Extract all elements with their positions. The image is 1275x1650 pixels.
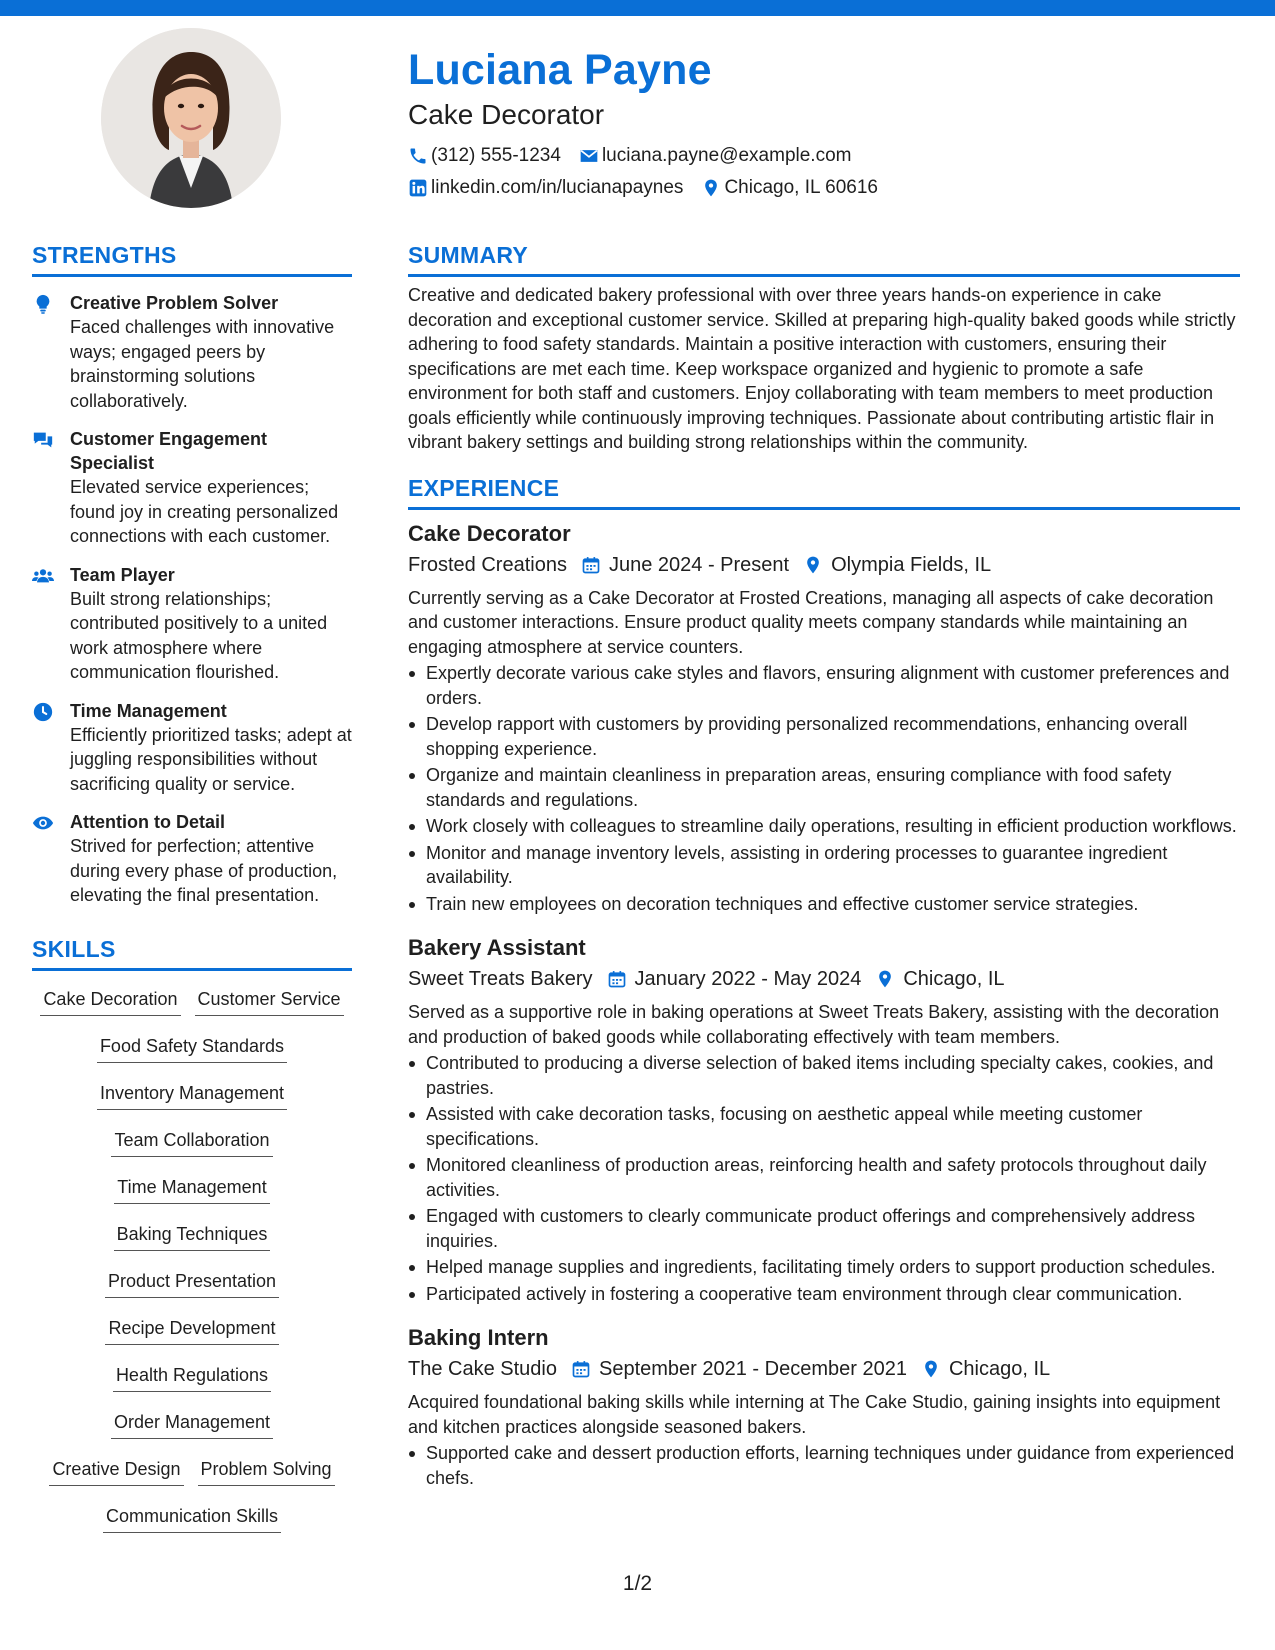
job-company: Frosted Creations: [408, 553, 567, 576]
strength-item: [32, 563, 352, 685]
job-bullet: Monitor and manage inventory levels, assisting in ordering processes to guarantee ingredient availability.: [408, 841, 1240, 890]
job-bullets: [408, 661, 1240, 916]
job-company: Sweet Treats Bakery: [408, 968, 593, 990]
location-text: Chicago, IL 60616: [724, 177, 878, 198]
phone-icon: [408, 146, 428, 166]
job-bullet: Monitored cleanliness of production areas, reinforcing health and safety protocols throughout daily activities.: [408, 1153, 1240, 1202]
skill-tag: Recipe Development: [105, 1316, 278, 1345]
strength-title: Team Player: [70, 564, 175, 585]
job-bullets: [408, 1051, 1240, 1306]
clock-icon: [32, 701, 54, 723]
job-company: The Cake Studio: [408, 1358, 557, 1380]
email-text[interactable]: luciana.payne@example.com: [601, 145, 852, 166]
contact-location: [701, 176, 878, 200]
phone-text: (312) 555-1234: [431, 145, 561, 166]
profile-photo-icon: [101, 28, 281, 208]
resume-header: [408, 44, 1228, 200]
job-bullet: Work closely with colleagues to streamline daily operations, resulting in efficient production workflows.: [408, 814, 1240, 839]
job-bullet: Train new employees on decoration techniques and effective customer service strategies.: [408, 892, 1240, 917]
job-bullet: Participated actively in fostering a cooperative team environment through clear communication.: [408, 1282, 1240, 1307]
top-accent-bar: [0, 0, 1275, 16]
job-bullet: Supported cake and dessert production efforts, learning techniques under guidance from experienced chefs.: [408, 1441, 1240, 1490]
avatar: [101, 28, 281, 208]
job-title: Cake Decorator: [408, 520, 571, 546]
job-bullet: Contributed to producing a diverse selection of baked items including specialty cakes, cookies, and pastries.: [408, 1051, 1240, 1100]
job-entry: [408, 934, 1240, 1306]
job-location: Chicago, IL: [903, 968, 1005, 990]
strength-title: Customer Engagement Specialist: [70, 429, 268, 473]
skill-tag: Product Presentation: [105, 1269, 279, 1298]
job-list: [408, 520, 1240, 1491]
job-dates: September 2021 - December 2021: [598, 1358, 907, 1380]
skill-tag: Creative Design: [49, 1457, 183, 1486]
skill-tag: Baking Techniques: [114, 1222, 271, 1251]
strength-item: [32, 699, 352, 797]
skills-section: [32, 934, 352, 1545]
job-meta: [408, 966, 1240, 992]
eye-icon: [32, 812, 54, 834]
job-dates: January 2022 - May 2024: [634, 968, 862, 990]
skill-tag: Health Regulations: [113, 1363, 271, 1392]
experience-heading: EXPERIENCE: [408, 474, 560, 501]
job-meta: [408, 1356, 1240, 1382]
contact-phone: [408, 144, 561, 168]
summary-section: [408, 240, 1240, 455]
job-bullet: Assisted with cake decoration tasks, focusing on aesthetic appeal while meeting customer specifications.: [408, 1102, 1240, 1151]
location-pin-icon: [803, 555, 823, 575]
skill-tag: Food Safety Standards: [97, 1034, 287, 1063]
summary-divider: [408, 274, 1240, 277]
skill-tag: Inventory Management: [97, 1081, 287, 1110]
strength-title: Creative Problem Solver: [70, 293, 279, 313]
skills-list: [32, 981, 352, 1545]
strength-desc: Faced challenges with innovative ways; engaged peers by brainstorming solutions collaboratively.: [70, 317, 335, 411]
skill-tag: Cake Decoration: [40, 987, 180, 1016]
location-pin-icon: [875, 969, 895, 989]
location-pin-icon: [701, 178, 721, 198]
strength-desc: Elevated service experiences; found joy in creating personalized connections with each customer.: [70, 477, 339, 546]
job-description: Served as a supportive role in baking operations at Sweet Treats Bakery, assisting with the decoration and production of baked goods while collaborating effectively with team members.: [408, 1002, 1220, 1047]
page-number: 1/2: [622, 1572, 653, 1595]
strength-title: Time Management: [70, 700, 227, 721]
lightbulb-icon: [32, 293, 54, 315]
strengths-heading: STRENGTHS: [32, 242, 177, 268]
calendar-icon: [607, 969, 627, 989]
linkedin-text[interactable]: linkedin.com/in/lucianapaynes: [431, 177, 684, 198]
strength-item: [32, 427, 352, 549]
strength-desc: Strived for perfection; attentive during every phase of production, elevating the final presentation.: [70, 836, 338, 905]
job-entry: [408, 1324, 1240, 1490]
strengths-section: [32, 240, 352, 908]
job-description: Currently serving as a Cake Decorator at Frosted Creations, managing all aspects of cake decoration and customer interactions. Ensure product quality meets company standards while maintaining an engaging atmosphere at service counters.: [408, 587, 1214, 657]
job-bullet: Engaged with customers to clearly communicate product offerings and comprehensively address inquiries.: [408, 1204, 1240, 1253]
strength-item: [32, 810, 352, 908]
candidate-role: Cake Decorator: [408, 99, 605, 130]
candidate-name: Luciana Payne: [408, 46, 712, 94]
job-bullet: Develop rapport with customers by providing personalized recommendations, enhancing overall shopping experience.: [408, 712, 1240, 761]
summary-text: Creative and dedicated bakery professional with over three years hands-on experience in cake decoration and exceptional customer service. Skilled at preparing high-quality baked goods while strictly adhering to food safety standards. Maintain a positive interaction with customers, ensuring their specifications are met each time. Keep workspace organized and hygienic to promote a safe environment for both staff and customers. Enjoy collaborating with team members to meet production goals efficiently while continuously improving techniques. Passionate about contributing artistic flair in vibrant bakery settings and building strong relationships within the community.: [408, 285, 1236, 452]
experience-section: [408, 473, 1240, 1491]
job-bullet: Helped manage supplies and ingredients, facilitating timely orders to support production schedules.: [408, 1255, 1240, 1280]
calendar-icon: [571, 1359, 591, 1379]
right-column: [408, 240, 1240, 1492]
skill-tag: Problem Solving: [198, 1457, 335, 1486]
contact-email[interactable]: [579, 144, 852, 168]
experience-divider: [408, 507, 1240, 510]
job-description: Acquired foundational baking skills while interning at The Cake Studio, gaining insights into equipment and kitchen practices alongside seasoned bakers.: [408, 1392, 1221, 1437]
job-bullets: [408, 1441, 1240, 1490]
skill-tag: Communication Skills: [103, 1504, 281, 1533]
strength-desc: Built strong relationships; contributed positively to a united work atmosphere where communication flourished.: [70, 588, 328, 682]
skill-tag: Order Management: [111, 1410, 273, 1439]
linkedin-icon: [408, 178, 428, 198]
left-column: [32, 240, 352, 1545]
skill-tag: Customer Service: [195, 987, 344, 1016]
skills-heading: SKILLS: [32, 935, 116, 962]
summary-heading: SUMMARY: [408, 242, 529, 268]
job-title: Bakery Assistant: [408, 935, 586, 960]
contact-linkedin[interactable]: [408, 176, 683, 200]
calendar-icon: [581, 555, 601, 575]
strength-desc: Efficiently prioritized tasks; adept at juggling responsibilities without sacrificing quality or service.: [70, 724, 352, 794]
job-entry: [408, 520, 1240, 917]
chat-icon: [32, 429, 54, 451]
skills-divider: [32, 968, 352, 971]
email-icon: [579, 146, 599, 166]
skill-tag: Time Management: [114, 1175, 269, 1204]
job-location: Olympia Fields, IL: [831, 553, 992, 576]
job-bullet: Organize and maintain cleanliness in preparation areas, ensuring compliance with food safety standards and regulations.: [408, 763, 1240, 812]
strengths-divider: [32, 274, 352, 277]
users-icon: [32, 565, 54, 587]
contact-row-primary: [408, 144, 1228, 168]
skill-tag: Team Collaboration: [111, 1128, 272, 1157]
contact-row-secondary: [408, 176, 1228, 200]
job-meta: [408, 552, 1240, 578]
job-bullet: Expertly decorate various cake styles and flavors, ensuring alignment with customer preferences and orders.: [408, 661, 1240, 710]
location-pin-icon: [921, 1359, 941, 1379]
job-dates: June 2024 - Present: [608, 553, 790, 576]
strength-title: Attention to Detail: [70, 812, 225, 832]
strength-item: [32, 291, 352, 413]
job-location: Chicago, IL: [948, 1358, 1051, 1380]
job-title: Baking Intern: [408, 1325, 549, 1350]
